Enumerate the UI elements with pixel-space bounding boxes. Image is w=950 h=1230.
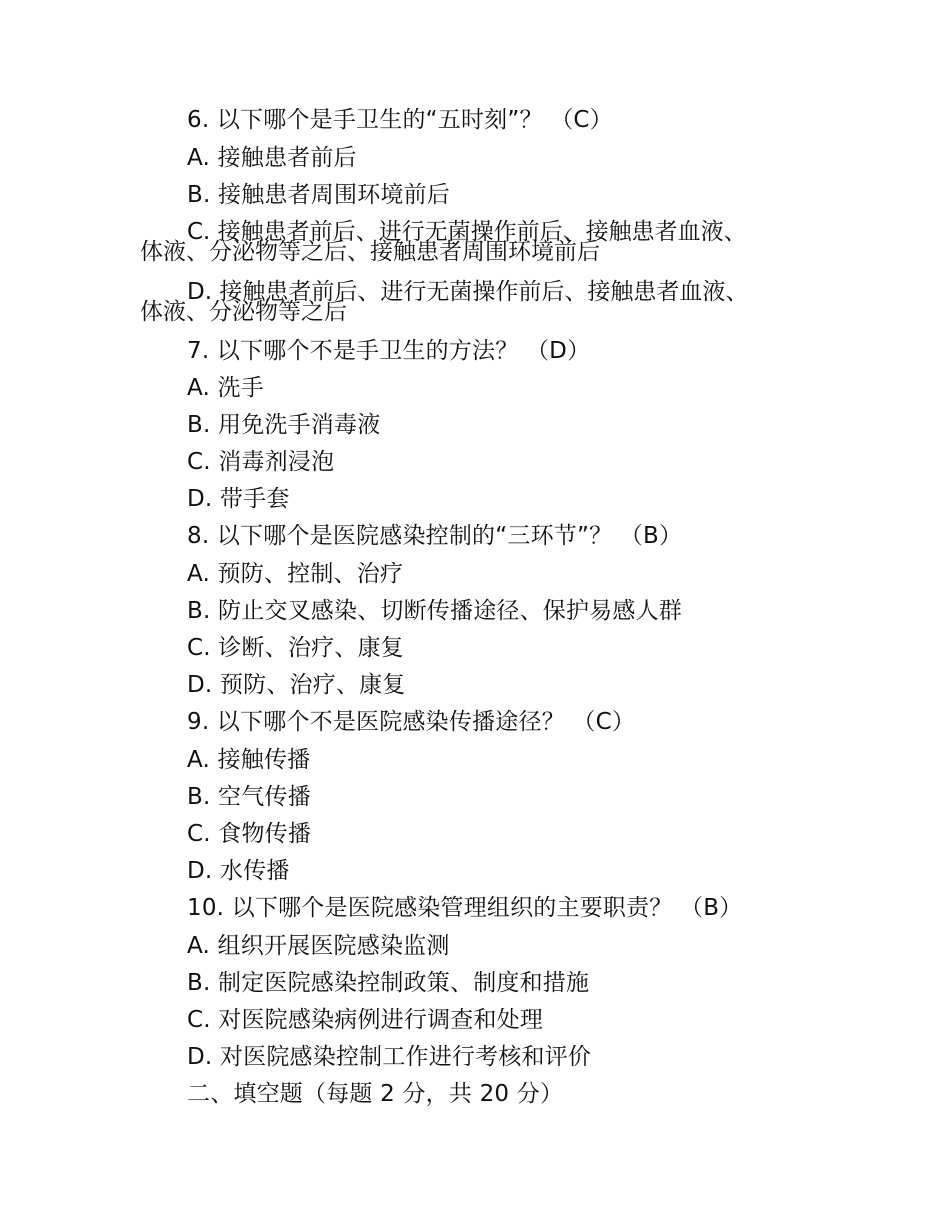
question-8-option-a: A. 预防、控制、治疗 [187,561,404,587]
question-6-option-d [140,279,797,325]
question-10-option-d: D. 对医院感染控制工作进行考核和评价 [187,1044,592,1070]
question-7-option-a: A. 洗手 [187,375,264,401]
question-8-option-c: C. 诊断、治疗、康复 [187,635,404,661]
question-9-stem: 9. 以下哪个不是医院感染传播途径？ （C） [187,709,636,735]
question-9-option-d: D. 水传播 [187,858,290,884]
question-9-option-b: B. 空气传播 [187,784,311,810]
question-6-option-c-line2: 体液、分泌物等之后、接触患者周围环境前后 [140,239,600,265]
question-6-option-c [140,219,797,265]
question-10-option-b: B. 制定医院感染控制政策、制度和措施 [187,970,590,996]
question-6-option-d-line2: 体液、分泌物等之后 [140,299,347,325]
question-7-option-b: B. 用免洗手消毒液 [187,412,381,438]
question-7-stem: 7. 以下哪个不是手卫生的方法？ （D） [187,338,591,364]
question-8-option-d: D. 预防、治疗、康复 [187,672,406,698]
question-10-option-c: C. 对医院感染病例进行调查和处理 [187,1007,544,1033]
question-8-stem: 8. 以下哪个是医院感染控制的“三环节”？ （B） [187,523,683,549]
question-6-option-c-line1: C. 接触患者前后、进行无菌操作前后、接触患者血液、 [187,219,747,245]
question-6-option-b: B. 接触患者周围环境前后 [187,182,451,208]
question-7-option-c: C. 消毒剂浸泡 [187,449,335,475]
question-9-option-c: C. 食物传播 [187,821,312,847]
question-6-option-d-line1: D. 接触患者前后、进行无菌操作前后、接触患者血液、 [187,279,749,305]
question-8-option-b: B. 防止交叉感染、切断传播途径、保护易感人群 [187,598,683,624]
question-10-stem: 10. 以下哪个是医院感染管理组织的主要职责？ （B） [187,895,743,921]
section-heading-fill-in: 二、填空题（每题 2 分，共 20 分） [187,1081,564,1107]
question-7-option-d: D. 带手套 [187,486,290,512]
question-6-stem: 6. 以下哪个是手卫生的“五时刻”？ （C） [187,107,613,133]
question-9-option-a: A. 接触传播 [187,747,311,773]
question-10-option-a: A. 组织开展医院感染监测 [187,933,450,959]
question-6-option-a: A. 接触患者前后 [187,145,357,171]
